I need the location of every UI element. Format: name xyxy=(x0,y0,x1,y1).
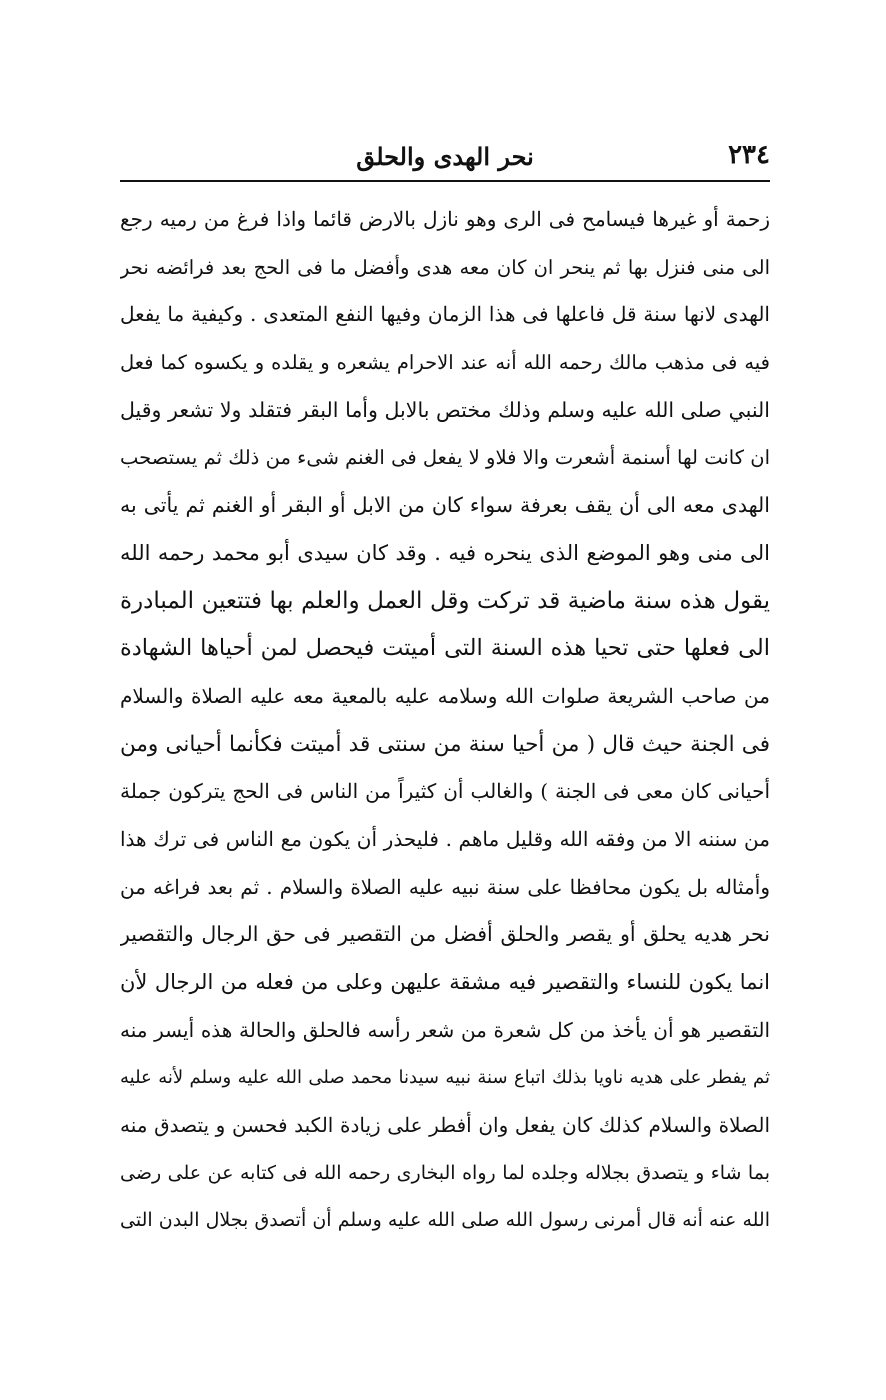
running-head xyxy=(120,136,770,176)
text-line: انما يكون للنساء والتقصير فيه مشقة عليهن وعلى من فعله من الرجال لأن xyxy=(120,970,770,994)
text-line: بما شاء و يتصدق بجلاله وجلده لما رواه البخارى رحمه الله فى كتابه عن على رضى xyxy=(120,1161,770,1184)
running-title: نحر الهدى والحلق xyxy=(356,142,534,171)
text-line: فى الجنة حيث قال ( من أحيا سنة من سنتى قد أميتت فكأنما أحيانى ومن xyxy=(120,731,770,757)
text-line: زحمة أو غيرها فيسامح فى الرى وهو نازل بالارض قائما واذا فرغ من رميه رجع xyxy=(120,207,770,231)
text-line: نحر هديه يحلق أو يقصر والحلق أفضل من التقصير فى حق الرجال والتقصير xyxy=(120,922,770,947)
text-line: من صاحب الشريعة صلوات الله وسلامه عليه بالمعية معه عليه الصلاة والسلام xyxy=(120,683,770,708)
text-line: النبي صلى الله عليه وسلم وذلك مختص بالابل وأما البقر فتقلد ولا تشعر وقيل xyxy=(120,397,770,422)
text-line: الصلاة والسلام كذلك كان يفعل وان أفطر على زيادة الكبد فحسن و يتصدق منه xyxy=(120,1113,770,1138)
text-line: الى فعلها حتى تحيا هذه السنة التى أميتت فيحصل لمن أحياها الشهادة xyxy=(120,635,770,662)
text-line: الى منى وهو الموضع الذى ينحره فيه . وقد كان سيدى أبو محمد رحمه الله xyxy=(120,540,770,565)
text-line: ان كانت لها أسنمة أشعرت والا فلاو لا يفعل فى الغنم شىء من ذلك ثم يستصحب xyxy=(120,446,770,470)
header-rule xyxy=(120,180,770,182)
text-line: التقصير هو أن يأخذ من كل شعرة من شعر رأسه فالحلق والحالة هذه أيسر منه xyxy=(120,1017,770,1042)
text-line: من سننه الا من وفقه الله وقليل ماهم . فليحذر أن يكون مع الناس فى ترك هذا xyxy=(120,826,770,851)
text-line: الى منى فنزل بها ثم ينحر ان كان معه هدى وأفضل ما فى الحج بعد فرائضه نحر xyxy=(120,255,770,279)
text-line: أحيانى كان معى فى الجنة ) والغالب أن كثيراً من الناس فى الحج يتركون جملة xyxy=(120,779,770,804)
text-line: فيه فى مذهب مالك رحمه الله أنه عند الاحرام يشعره و يقلده و يكسوه كما فعل xyxy=(120,351,770,375)
body-text xyxy=(120,196,770,1245)
text-line: وأمثاله بل يكون محافظا على سنة نبيه عليه الصلاة والسلام . ثم بعد فراغه من xyxy=(120,874,770,899)
text-line: يقول هذه سنة ماضية قد تركت وقل العمل والعلم بها فتتعين المبادرة xyxy=(120,587,770,614)
text-line: الهدى لانها سنة قل فاعلها فى هذا الزمان وفيها النفع المتعدى . وكيفية ما يفعل xyxy=(120,302,770,327)
text-line: الله عنه أنه قال أمرنى رسول الله صلى الله عليه وسلم أن أتصدق بجلال البدن التى xyxy=(120,1209,770,1232)
page-number: ٢٣٤ xyxy=(728,140,770,170)
text-line: ثم يفطر على هديه ناويا بذلك اتباع سنة نبيه سيدنا محمد صلى الله عليه وسلم لأنه عليه xyxy=(120,1067,770,1089)
text-line: الهدى معه الى أن يقف بعرفة سواء كان من الابل أو البقر أو الغنم ثم يأتى به xyxy=(120,493,770,518)
